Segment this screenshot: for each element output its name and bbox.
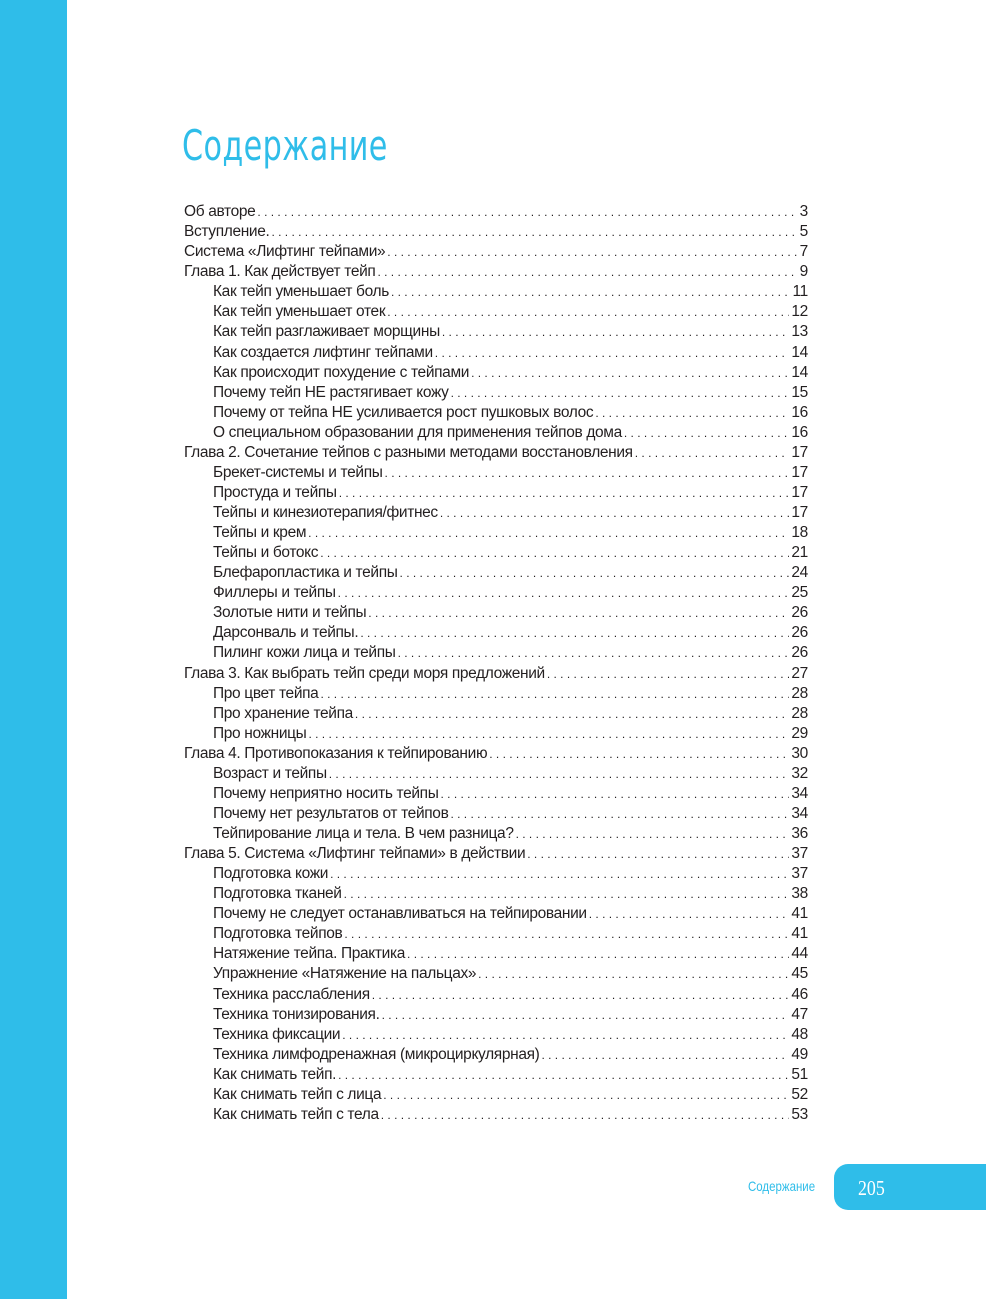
dot-leader — [471, 365, 789, 381]
toc-entry-label: Упражнение «Натяжение на пальцах» — [213, 965, 477, 983]
toc-entry-label: Вступление. — [184, 223, 270, 241]
toc-chapter-entry — [184, 262, 808, 282]
toc-entry-label: Глава 4. Противопоказания к тейпированию — [184, 744, 488, 762]
toc-entry-label: Как снимать тейп с лица — [213, 1085, 382, 1103]
toc-entry-label: Подготовка кожи — [213, 865, 329, 883]
toc-section-entry — [184, 302, 808, 322]
toc-entry-page: 53 — [791, 1105, 808, 1123]
toc-entry-page: 51 — [791, 1065, 808, 1083]
toc-entry-page: 34 — [791, 784, 808, 802]
toc-entry-page: 13 — [791, 323, 808, 341]
toc-entry-label: Тейпирование лица и тела. В чем разница? — [213, 825, 514, 842]
toc-section-entry — [184, 623, 808, 643]
toc-entry-page: 46 — [791, 985, 808, 1003]
dot-leader — [355, 706, 789, 722]
dot-leader — [589, 906, 790, 922]
toc-section-entry — [184, 724, 808, 744]
toc-section-entry — [184, 984, 808, 1004]
toc-entry-label: Пилинг кожи лица и тейпы — [213, 644, 396, 662]
dot-leader — [382, 1007, 790, 1023]
dot-leader — [368, 605, 789, 621]
dot-leader — [344, 886, 790, 902]
dot-leader — [478, 966, 789, 982]
page-number-tab — [834, 1164, 986, 1210]
toc-section-entry — [184, 924, 808, 944]
toc-entry-page: 48 — [791, 1025, 808, 1043]
dot-leader — [339, 485, 790, 501]
toc-entry-label: Техника расслабления — [213, 985, 370, 1003]
toc-entry-page: 28 — [791, 684, 808, 702]
toc-entry-page: 41 — [791, 905, 808, 923]
toc-entry-label: Техника лимфодренажная (микроциркулярная) — [213, 1045, 540, 1063]
dot-leader — [320, 686, 789, 702]
toc-entry-page: 47 — [791, 1005, 808, 1023]
dot-leader — [257, 204, 797, 220]
toc-entry-page: 16 — [791, 403, 808, 421]
toc-section-entry — [184, 764, 808, 784]
toc-section-entry — [184, 964, 808, 984]
table-of-contents — [184, 202, 808, 1125]
toc-entry-label: Как тейп уменьшает боль — [213, 283, 389, 301]
toc-entry-page: 9 — [799, 263, 808, 281]
toc-entry-label: Золотые нити и тейпы — [213, 604, 367, 622]
toc-entry-label: Почему тейп НЕ растягивает кожу — [213, 383, 449, 401]
toc-section-entry — [184, 583, 808, 603]
toc-entry-label: Брекет-системы и тейпы — [213, 463, 383, 481]
toc-entry-label: Тейпы и крем — [213, 524, 307, 542]
toc-entry-page: 17 — [791, 443, 808, 461]
toc-entry-label: Как снимать тейп с тела — [213, 1105, 379, 1123]
toc-entry-label: Глава 1. Как действует тейп — [184, 263, 376, 281]
toc-chapter-entry — [184, 844, 808, 864]
dot-leader — [344, 926, 789, 942]
toc-entry-label: Блефаропластика и тейпы — [213, 564, 398, 582]
toc-entry-label: Почему не следует останавливаться на тейпировании — [213, 905, 587, 923]
dot-leader — [516, 826, 790, 842]
page-title: Содержание — [182, 121, 388, 170]
toc-entry-page: 49 — [791, 1045, 808, 1063]
dot-leader — [441, 786, 790, 802]
toc-entry-page: 17 — [791, 483, 808, 501]
dot-leader — [338, 585, 790, 601]
toc-entry-page: 26 — [791, 624, 808, 642]
toc-section-entry — [184, 1005, 808, 1025]
toc-entry-label: Техника фиксации — [213, 1025, 341, 1043]
toc-entry-page: 16 — [791, 423, 808, 441]
toc-entry-label: Дарсонваль и тейпы. — [213, 624, 359, 642]
toc-chapter-entry — [184, 202, 808, 222]
toc-entry-label: Натяжение тейпа. Практика — [213, 945, 406, 963]
dot-leader — [338, 1067, 789, 1083]
toc-entry-label: Как создается лифтинг тейпами — [213, 343, 433, 361]
dot-leader — [595, 405, 789, 421]
toc-entry-label: Техника тонизирования. — [213, 1005, 380, 1023]
toc-section-entry — [184, 363, 808, 383]
toc-section-entry — [184, 684, 808, 704]
toc-section-entry — [184, 784, 808, 804]
toc-entry-page: 5 — [799, 223, 808, 241]
toc-entry-label: Глава 5. Система «Лифтинг тейпами» в действии — [184, 845, 526, 863]
toc-entry-page: 34 — [791, 804, 808, 822]
toc-section-entry — [184, 603, 808, 623]
toc-entry-label: Об авторе — [184, 203, 256, 221]
toc-section-entry — [184, 282, 808, 302]
toc-section-entry — [184, 944, 808, 964]
dot-leader — [372, 987, 790, 1003]
toc-entry-label: Как тейп уменьшает отек — [213, 303, 386, 321]
toc-chapter-entry — [184, 443, 808, 463]
dot-leader — [383, 1087, 789, 1103]
toc-section-entry — [184, 1105, 808, 1125]
toc-entry-page: 45 — [791, 965, 808, 983]
toc-section-entry — [184, 904, 808, 924]
toc-entry-label: Простуда и тейпы — [213, 483, 337, 501]
toc-entry-page: 18 — [791, 524, 808, 542]
left-accent-bar — [0, 0, 67, 1299]
toc-section-entry — [184, 383, 808, 403]
toc-entry-page: 37 — [791, 845, 808, 863]
toc-entry-page: 52 — [791, 1085, 808, 1103]
toc-section-entry — [184, 483, 808, 503]
toc-entry-label: О специальном образовании для применения тейпов дома — [213, 423, 622, 441]
dot-leader — [635, 445, 790, 461]
dot-leader — [407, 946, 789, 962]
dot-leader — [387, 244, 797, 260]
dot-leader — [320, 545, 789, 561]
toc-entry-page: 17 — [791, 504, 808, 521]
toc-entry-label: Почему от тейпа НЕ усиливается рост пушковых волос — [213, 403, 594, 421]
dot-leader — [435, 345, 790, 361]
toc-chapter-entry — [184, 744, 808, 764]
toc-section-entry — [184, 1065, 808, 1085]
toc-entry-page: 15 — [791, 383, 808, 401]
toc-entry-label: Тейпы и ботокс — [213, 544, 319, 562]
dot-leader — [391, 284, 791, 300]
toc-entry-label: Тейпы и кинезиотерапия/фитнес — [213, 504, 438, 521]
toc-entry-page: 41 — [791, 925, 808, 943]
dot-leader — [451, 385, 790, 401]
toc-section-entry — [184, 342, 808, 362]
toc-entry-label: Глава 3. Как выбрать тейп среди моря предложений — [184, 664, 545, 682]
page-number: 205 — [858, 1176, 885, 1200]
dot-leader — [330, 866, 789, 882]
dot-leader — [398, 645, 790, 661]
toc-entry-label: Как происходит похудение с тейпами — [213, 363, 470, 381]
toc-chapter-entry — [184, 242, 808, 262]
toc-section-entry — [184, 543, 808, 563]
dot-leader — [385, 465, 790, 481]
toc-section-entry — [184, 463, 808, 483]
dot-leader — [329, 766, 790, 782]
toc-chapter-entry — [184, 663, 808, 683]
dot-leader — [527, 846, 789, 862]
toc-entry-label: Про ножницы — [213, 724, 307, 742]
toc-entry-page: 32 — [791, 764, 808, 782]
toc-section-entry — [184, 704, 808, 724]
toc-entry-page: 38 — [791, 885, 808, 903]
dot-leader — [387, 304, 789, 320]
dot-leader — [450, 806, 789, 822]
toc-section-entry — [184, 523, 808, 543]
toc-entry-page: 14 — [791, 343, 808, 361]
running-footer-label: Содержание — [748, 1178, 816, 1194]
toc-section-entry — [184, 864, 808, 884]
toc-entry-page: 3 — [799, 203, 808, 221]
toc-entry-page: 17 — [791, 463, 808, 481]
toc-section-entry — [184, 1025, 808, 1045]
toc-entry-page: 25 — [791, 584, 808, 602]
toc-entry-page: 44 — [791, 945, 808, 963]
toc-entry-page: 7 — [799, 243, 808, 261]
dot-leader — [360, 625, 789, 641]
dot-leader — [271, 224, 797, 240]
toc-section-entry — [184, 1045, 808, 1065]
dot-leader — [541, 1047, 789, 1063]
toc-entry-page: 14 — [791, 363, 808, 381]
toc-entry-label: Про хранение тейпа — [213, 704, 353, 722]
toc-entry-label: Филлеры и тейпы — [213, 584, 336, 602]
toc-section-entry — [184, 884, 808, 904]
dot-leader — [377, 264, 797, 280]
toc-section-entry — [184, 824, 808, 844]
dot-leader — [381, 1107, 790, 1123]
toc-chapter-entry — [184, 222, 808, 242]
toc-entry-page: 29 — [791, 724, 808, 742]
toc-entry-page: 36 — [791, 825, 808, 842]
toc-section-entry — [184, 804, 808, 824]
dot-leader — [624, 425, 789, 441]
toc-entry-label: Глава 2. Сочетание тейпов с разными методами восстановления — [184, 443, 633, 461]
dot-leader — [400, 565, 790, 581]
toc-entry-label: Почему нет результатов от тейпов — [213, 804, 449, 822]
toc-entry-label: Возраст и тейпы — [213, 764, 327, 782]
dot-leader — [489, 746, 789, 762]
dot-leader — [308, 726, 789, 742]
dot-leader — [442, 324, 789, 340]
dot-leader — [440, 505, 790, 521]
toc-entry-label: Как снимать тейп. — [213, 1065, 337, 1083]
toc-entry-page: 37 — [791, 865, 808, 883]
toc-entry-page: 24 — [791, 564, 808, 582]
toc-entry-page: 21 — [791, 544, 808, 562]
dot-leader — [308, 525, 789, 541]
toc-entry-page: 30 — [791, 744, 808, 762]
toc-section-entry — [184, 403, 808, 423]
toc-entry-page: 26 — [791, 644, 808, 662]
dot-leader — [342, 1027, 789, 1043]
toc-entry-label: Подготовка тканей — [213, 885, 342, 903]
toc-entry-label: Про цвет тейпа — [213, 684, 319, 702]
toc-entry-page: 28 — [791, 704, 808, 722]
toc-section-entry — [184, 1085, 808, 1105]
toc-entry-label: Как тейп разглаживает морщины — [213, 323, 440, 341]
toc-entry-label: Система «Лифтинг тейпами» — [184, 243, 386, 261]
toc-section-entry — [184, 563, 808, 583]
dot-leader — [547, 666, 790, 682]
toc-section-entry — [184, 423, 808, 443]
toc-entry-page: 27 — [791, 664, 808, 682]
toc-section-entry — [184, 503, 808, 523]
toc-entry-label: Подготовка тейпов — [213, 925, 343, 943]
toc-entry-label: Почему неприятно носить тейпы — [213, 784, 439, 802]
toc-entry-page: 26 — [791, 604, 808, 622]
toc-entry-page: 11 — [792, 283, 808, 301]
toc-section-entry — [184, 322, 808, 342]
toc-entry-page: 12 — [791, 303, 808, 321]
toc-section-entry — [184, 643, 808, 663]
